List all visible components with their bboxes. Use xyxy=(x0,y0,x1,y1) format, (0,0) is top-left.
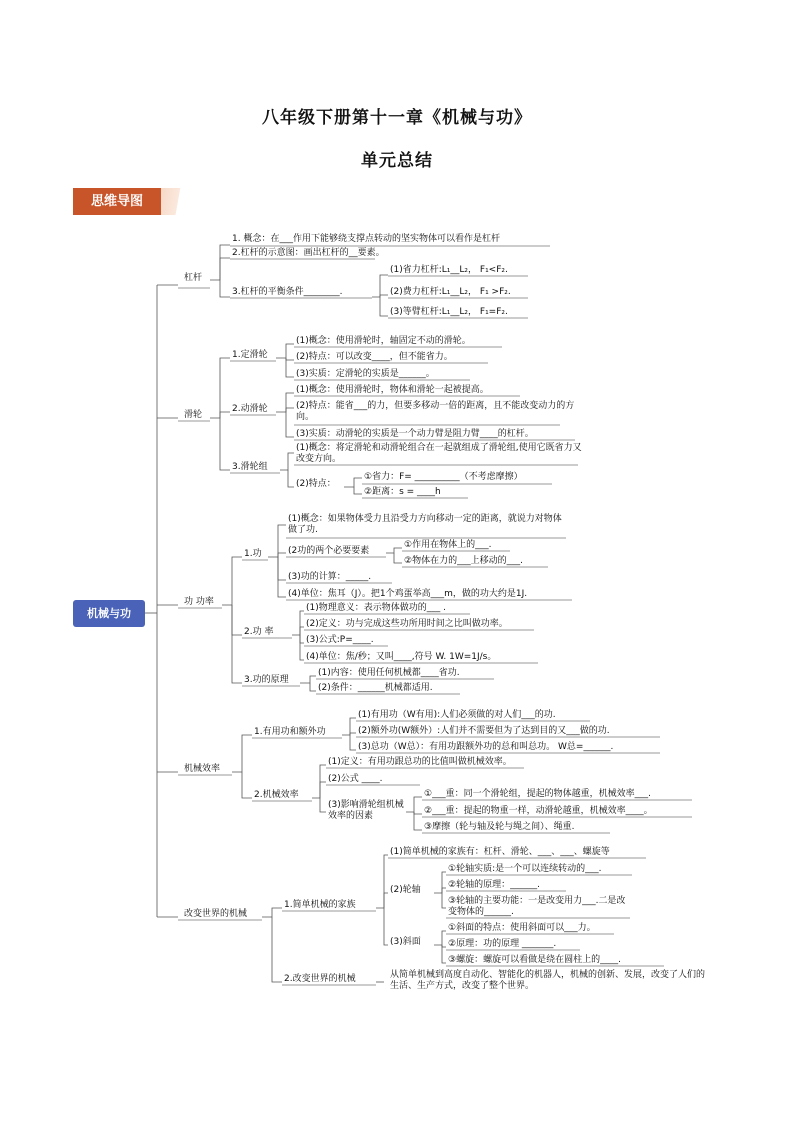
power-item-2: (2)定义：功与完成这些功所用时间之比叫做功率。 xyxy=(306,619,508,629)
lever-type-3: (3)等臂杠杆:L₁__L₂， F₁=F₂. xyxy=(390,307,508,317)
simple-machines-members: (1)简单机械的家族有：杠杆、滑轮、___、___、螺旋等 xyxy=(390,847,610,857)
useful-work-item-1: (1)有用功（W有用):人们必须做的对人们___的功. xyxy=(358,710,556,720)
document-subtitle: 单元总结 xyxy=(361,151,433,171)
root-node: 机械与功 xyxy=(73,600,145,627)
wheel-axle-label: (2)轮轴 xyxy=(390,885,421,895)
changing-world-label: 2.改变世界的机械 xyxy=(284,974,356,984)
power-item-4: (4)单位：焦/秒；又叫____,符号 W. 1W=1J/s。 xyxy=(306,652,497,662)
useful-work-item-2: (2)额外功(W额外）:人们并不需要但为了达到目的又___做的功. xyxy=(358,726,610,736)
work-power-label: 功 功率 xyxy=(184,597,214,607)
wheel-axle-item-2: ②轮轴的原理：______. xyxy=(448,880,540,890)
machines-label: 改变世界的机械 xyxy=(184,909,248,919)
work-principle-item-1: (1)内容：使用任何机械都____省功. xyxy=(318,668,460,678)
efficiency-factor-2: ②___重：提起的物重一样，动滑轮越重，机械效率____。 xyxy=(424,806,653,816)
pulley-block-item-1: ①省力：F= __________（不考虑摩擦） xyxy=(364,472,523,482)
work-calc: (3)功的计算：_____. xyxy=(288,572,372,582)
movable-pulley-item-1: (1)概念：使用滑轮时，物体和滑轮一起被提高。 xyxy=(296,385,489,395)
fixed-pulley-item-1: (1)概念：使用滑轮时，轴固定不动的滑轮。 xyxy=(296,336,471,346)
movable-pulley-item-2: (2)特点：能省___的力，但要多移动一倍的距离，且不能改变动力的方向。 xyxy=(296,401,575,422)
movable-pulley-label: 2.动滑轮 xyxy=(232,404,268,414)
incline-item-2: ②原理：功的原理 _______. xyxy=(448,939,557,949)
power-item-1: (1)物理意义：表示物体做功的___ . xyxy=(306,603,446,613)
efficiency-label: 机械效率 xyxy=(184,764,221,774)
mech-efficiency-label: 2.机械效率 xyxy=(254,790,299,800)
incline-item-3: ③螺旋：螺旋可以看做是绕在圆柱上的____. xyxy=(448,955,621,965)
lever-diagram: 2.杠杆的示意图：画出杠杆的__要素。 xyxy=(232,248,385,258)
work-factor-2: ②物体在力的___上移动的___. xyxy=(404,556,523,566)
work-unit: (4)单位：焦耳（J）。把1个鸡蛋举高___m，做的功大约是1J. xyxy=(288,589,528,599)
useful-work-item-3: (3)总功（W总）：有用功跟额外功的总和叫总功。 W总=______. xyxy=(358,742,614,752)
lever-concept: 1. 概念：在___作用下能够绕支撑点转动的坚实物体可以看作是杠杆 xyxy=(232,234,500,244)
wheel-axle-item-1: ①轮轴实质:是一个可以连续转动的___. xyxy=(448,864,602,874)
fixed-pulley-item-3: (3)实质：定滑轮的实质是______。 xyxy=(296,369,435,379)
changing-world-text: 从简单机械到高度自动化、智能化的机器人，机械的创新、发展，改变了人们的生活、生产方式，改变了整个世界。 xyxy=(390,970,706,991)
work-concept: (1)概念：如果物体受力且沿受力方向移动一定的距离，就说力对物体做了功. xyxy=(288,514,562,535)
pulley-label: 滑轮 xyxy=(184,410,203,420)
lever-type-2: (2)费力杠杆:L₁__L₂， F₁ >F₂. xyxy=(390,287,511,297)
efficiency-factor-3: ③摩擦（轮与轴及轮与绳之间）、绳重. xyxy=(424,822,575,832)
work-factor-1: ①作用在物体上的___. xyxy=(404,540,492,550)
pulley-block-item-2: ②距离：s = ____h xyxy=(364,487,441,497)
pulley-block-concept: (1)概念：将定滑轮和动滑轮组合在一起就组成了滑轮组,使用它既省力又改变方向。 xyxy=(296,443,582,464)
lever-type-1: (1)省力杠杆:L₁__L₂， F₁<F₂. xyxy=(390,265,508,275)
useful-work-label: 1.有用功和额外功 xyxy=(254,727,326,737)
mind-map-banner: 思维导图 xyxy=(73,188,161,215)
work-factors: (2功的两个必要要素 xyxy=(288,546,370,556)
pulley-block-feature: (2)特点： xyxy=(296,479,336,489)
lever-label: 杠杆 xyxy=(184,273,203,283)
mech-efficiency-formula: (2)公式 ____. xyxy=(328,774,383,784)
mech-efficiency-def: (1)定义：有用功跟总功的比值叫做机械效率。 xyxy=(328,757,512,767)
document-title: 八年级下册第十一章《机械与功》 xyxy=(262,108,532,128)
fixed-pulley-item-2: (2)特点：可以改变____，但不能省力。 xyxy=(296,352,453,362)
fixed-pulley-label: 1.定滑轮 xyxy=(232,350,268,360)
incline-item-1: ①斜面的特点：使用斜面可以___力。 xyxy=(448,923,596,933)
incline-label: (3)斜面 xyxy=(390,937,421,947)
pulley-block-label: 3.滑轮组 xyxy=(232,462,268,472)
wheel-axle-item-3: ③轮轴的主要功能：一是改变用力___.二是改变物体的______. xyxy=(448,896,626,917)
mech-efficiency-factors: (3)影响滑轮组机械效率的因素 xyxy=(328,800,404,821)
work-principle-label: 3.功的原理 xyxy=(244,675,289,685)
movable-pulley-item-3: (3)实质：动滑轮的实质是一个动力臂是阻力臂____的杠杆。 xyxy=(296,429,534,439)
power-label: 2.功 率 xyxy=(244,627,274,637)
simple-machines-label: 1.简单机械的家族 xyxy=(284,900,356,910)
lever-balance: 3.杠杆的平衡条件________. xyxy=(232,287,343,297)
efficiency-factor-1: ①___重：同一个滑轮组，提起的物体越重，机械效率___. xyxy=(424,789,651,799)
work-principle-item-2: (2)条件：______机械都适用. xyxy=(318,683,433,693)
work-label: 1.功 xyxy=(244,549,262,559)
power-item-3: (3)公式:P=____. xyxy=(306,635,374,645)
